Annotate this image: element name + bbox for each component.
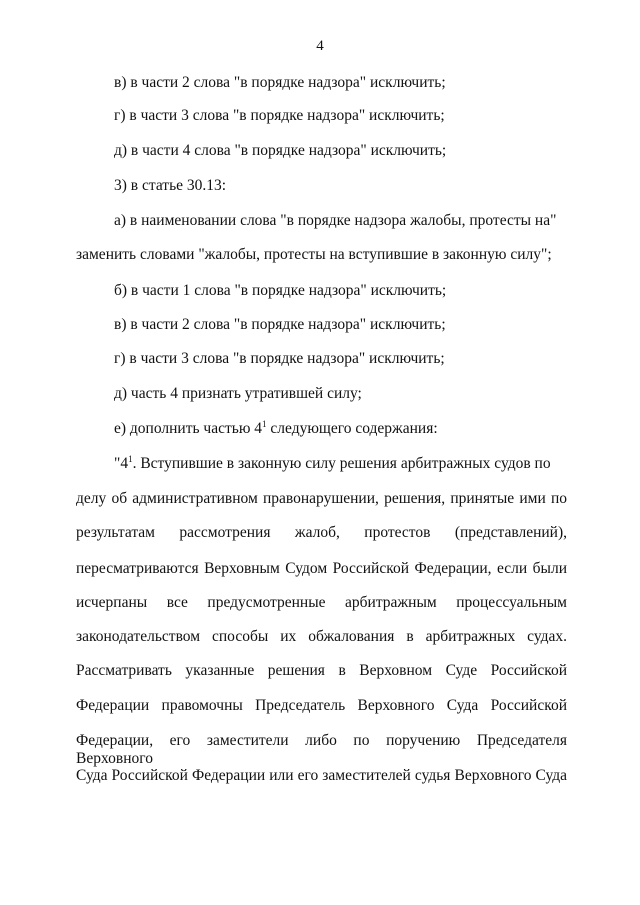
quote-line-before: "4	[114, 455, 129, 472]
text-line-v-part2: в) в части 2 слова "в порядке надзора" исключить;	[114, 74, 446, 91]
paragraph-line: результатам рассмотрения жалоб, протестов (представлений),	[76, 524, 567, 541]
text-line-e-before: е) дополнить частью 4	[114, 420, 263, 437]
text-line-a-replace: заменить словами "жалобы, протесты на вступившие в законную силу";	[76, 246, 552, 263]
text-line-v-part2-second: в) в части 2 слова "в порядке надзора" исключить;	[114, 316, 446, 333]
quote-line-start	[114, 455, 551, 473]
quote-line-after: . Вступившие в законную силу решения арбитражных судов по	[132, 455, 551, 472]
paragraph-line: исчерпаны все предусмотренные арбитражным процессуальным	[76, 594, 567, 611]
paragraph-line: Суда Российской Федерации или его заместителей судья Верховного Суда	[76, 767, 567, 784]
paragraph-line: Федерации, его заместители либо по поручению Председателя Верховного	[76, 732, 567, 767]
paragraph-line: пересматриваются Верховным Судом Российской Федерации, если были	[76, 560, 567, 577]
superscript: 1	[262, 419, 267, 429]
text-line-e-after: следующего содержания:	[266, 420, 438, 437]
paragraph-line: Федерации правомочны Председатель Верховного Суда Российской	[76, 697, 567, 714]
paragraph-line: законодательством способы их обжалования в арбитражных судах.	[76, 628, 567, 645]
superscript: 1	[128, 454, 133, 464]
text-line-d-part4-void: д) часть 4 признать утратившей силу;	[114, 385, 362, 402]
text-line-e-supplement	[114, 420, 438, 438]
text-line-g-part3-second: г) в части 3 слова "в порядке надзора" исключить;	[114, 350, 445, 367]
text-line-g-part3: г) в части 3 слова "в порядке надзора" исключить;	[114, 107, 445, 124]
text-line-d-part4: д) в части 4 слова "в порядке надзора" исключить;	[114, 142, 447, 159]
text-line-a-naming: а) в наименовании слова "в порядке надзора жалобы, протесты на"	[114, 212, 557, 229]
text-line-b-part1: б) в части 1 слова "в порядке надзора" исключить;	[114, 282, 447, 299]
paragraph-line: Рассматривать указанные решения в Верховном Суде Российской	[76, 662, 567, 679]
paragraph-line: делу об административном правонарушении, решения, принятые ими по	[76, 490, 567, 507]
page-number: 4	[316, 38, 324, 54]
text-line-article-30-13: 3) в статье 30.13:	[114, 177, 227, 194]
